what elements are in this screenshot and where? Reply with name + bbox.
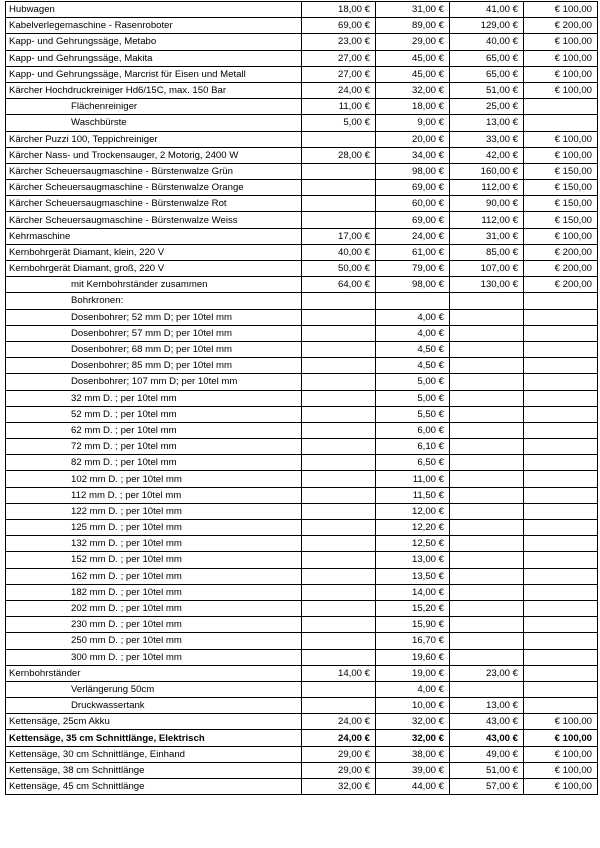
table-row xyxy=(6,406,598,422)
price-col3-cell xyxy=(450,358,524,374)
price-col2-cell: 32,00 € xyxy=(376,714,450,730)
price-col3-cell xyxy=(450,520,524,536)
item-name-cell: 132 mm D. ; per 10tel mm xyxy=(6,536,302,552)
deposit-cell: € 100,00 xyxy=(524,762,598,778)
item-name-cell: Dosenbohrer; 57 mm D; per 10tel mm xyxy=(6,325,302,341)
item-name-cell: Kettensäge, 45 cm Schnittlänge xyxy=(6,779,302,795)
item-name-cell: Kettensäge, 38 cm Schnittlänge xyxy=(6,762,302,778)
deposit-cell xyxy=(524,358,598,374)
deposit-cell xyxy=(524,390,598,406)
item-name-cell: 82 mm D. ; per 10tel mm xyxy=(6,455,302,471)
item-name-cell: 202 mm D. ; per 10tel mm xyxy=(6,600,302,616)
price-col2-cell: 4,00 € xyxy=(376,325,450,341)
table-row xyxy=(6,520,598,536)
price-col2-cell: 19,00 € xyxy=(376,665,450,681)
price-col1-cell: 17,00 € xyxy=(302,228,376,244)
price-col1-cell: 11,00 € xyxy=(302,99,376,115)
table-row xyxy=(6,779,598,795)
item-name-cell: 62 mm D. ; per 10tel mm xyxy=(6,422,302,438)
price-col2-cell: 79,00 € xyxy=(376,261,450,277)
price-col3-cell: 40,00 € xyxy=(450,34,524,50)
table-row xyxy=(6,293,598,309)
price-col1-cell: 5,00 € xyxy=(302,115,376,131)
deposit-cell xyxy=(524,536,598,552)
table-row xyxy=(6,681,598,697)
price-col3-cell xyxy=(450,649,524,665)
price-col2-cell xyxy=(376,293,450,309)
table-row xyxy=(6,600,598,616)
price-col2-cell: 5,00 € xyxy=(376,374,450,390)
table-row xyxy=(6,325,598,341)
deposit-cell xyxy=(524,293,598,309)
price-col1-cell xyxy=(302,487,376,503)
item-name-cell: Flächenreiniger xyxy=(6,99,302,115)
price-col3-cell: 112,00 € xyxy=(450,212,524,228)
table-row xyxy=(6,471,598,487)
item-name-cell: Kärcher Nass- und Trockensauger, 2 Motorig, 2400 W xyxy=(6,147,302,163)
price-col1-cell xyxy=(302,681,376,697)
price-col3-cell xyxy=(450,374,524,390)
deposit-cell: € 150,00 xyxy=(524,196,598,212)
price-col1-cell xyxy=(302,390,376,406)
table-row xyxy=(6,665,598,681)
price-col2-cell: 5,50 € xyxy=(376,406,450,422)
price-col1-cell: 23,00 € xyxy=(302,34,376,50)
price-col1-cell xyxy=(302,649,376,665)
deposit-cell: € 200,00 xyxy=(524,18,598,34)
item-name-cell: Kärcher Scheuersaugmaschine - Bürstenwalze Grün xyxy=(6,163,302,179)
price-col1-cell xyxy=(302,341,376,357)
deposit-cell: € 100,00 xyxy=(524,131,598,147)
item-name-cell: 102 mm D. ; per 10tel mm xyxy=(6,471,302,487)
price-col1-cell xyxy=(302,536,376,552)
table-row xyxy=(6,730,598,746)
price-col3-cell: 130,00 € xyxy=(450,277,524,293)
price-col3-cell: 43,00 € xyxy=(450,714,524,730)
price-col1-cell xyxy=(302,568,376,584)
price-col3-cell xyxy=(450,341,524,357)
deposit-cell: € 100,00 xyxy=(524,714,598,730)
item-name-cell: Kettensäge, 25cm Akku xyxy=(6,714,302,730)
price-col2-cell: 20,00 € xyxy=(376,131,450,147)
deposit-cell: € 200,00 xyxy=(524,261,598,277)
deposit-cell: € 200,00 xyxy=(524,244,598,260)
table-row xyxy=(6,503,598,519)
price-col2-cell: 98,00 € xyxy=(376,163,450,179)
table-row xyxy=(6,649,598,665)
price-col2-cell: 6,10 € xyxy=(376,439,450,455)
price-col1-cell xyxy=(302,520,376,536)
price-col3-cell xyxy=(450,293,524,309)
table-row xyxy=(6,746,598,762)
price-table-body xyxy=(6,2,598,795)
table-row xyxy=(6,422,598,438)
item-name-cell: Kärcher Hochdruckreiniger Hd6/15C, max. 150 Bar xyxy=(6,82,302,98)
price-col2-cell: 98,00 € xyxy=(376,277,450,293)
table-row xyxy=(6,50,598,66)
item-name-cell: 32 mm D. ; per 10tel mm xyxy=(6,390,302,406)
price-col1-cell xyxy=(302,600,376,616)
price-col3-cell: 41,00 € xyxy=(450,2,524,18)
price-col1-cell xyxy=(302,374,376,390)
price-col1-cell: 50,00 € xyxy=(302,261,376,277)
table-row xyxy=(6,196,598,212)
deposit-cell: € 100,00 xyxy=(524,50,598,66)
price-col3-cell: 65,00 € xyxy=(450,66,524,82)
price-col3-cell: 90,00 € xyxy=(450,196,524,212)
price-col3-cell: 33,00 € xyxy=(450,131,524,147)
item-name-cell: Kernbohrgerät Diamant, klein, 220 V xyxy=(6,244,302,260)
table-row xyxy=(6,617,598,633)
table-row xyxy=(6,487,598,503)
table-row xyxy=(6,212,598,228)
item-name-cell: Kabelverlegemaschine - Rasenroboter xyxy=(6,18,302,34)
deposit-cell xyxy=(524,520,598,536)
price-col1-cell xyxy=(302,180,376,196)
table-row xyxy=(6,244,598,260)
price-col3-cell xyxy=(450,309,524,325)
price-col3-cell xyxy=(450,439,524,455)
price-col2-cell: 69,00 € xyxy=(376,180,450,196)
table-row xyxy=(6,536,598,552)
price-col1-cell xyxy=(302,212,376,228)
price-col3-cell: 25,00 € xyxy=(450,99,524,115)
price-col2-cell: 14,00 € xyxy=(376,584,450,600)
price-col1-cell xyxy=(302,325,376,341)
price-col3-cell: 129,00 € xyxy=(450,18,524,34)
deposit-cell xyxy=(524,487,598,503)
table-row xyxy=(6,277,598,293)
item-name-cell: 300 mm D. ; per 10tel mm xyxy=(6,649,302,665)
item-name-cell: 122 mm D. ; per 10tel mm xyxy=(6,503,302,519)
item-name-cell: Hubwagen xyxy=(6,2,302,18)
price-col2-cell: 34,00 € xyxy=(376,147,450,163)
item-name-cell: Dosenbohrer; 52 mm D; per 10tel mm xyxy=(6,309,302,325)
table-row xyxy=(6,390,598,406)
price-col3-cell: 57,00 € xyxy=(450,779,524,795)
price-col3-cell: 49,00 € xyxy=(450,746,524,762)
item-name-cell: 52 mm D. ; per 10tel mm xyxy=(6,406,302,422)
table-row xyxy=(6,455,598,471)
deposit-cell xyxy=(524,649,598,665)
table-row xyxy=(6,439,598,455)
deposit-cell: € 200,00 xyxy=(524,277,598,293)
price-col2-cell: 32,00 € xyxy=(376,730,450,746)
price-col1-cell xyxy=(302,503,376,519)
price-col2-cell: 45,00 € xyxy=(376,66,450,82)
price-col1-cell: 27,00 € xyxy=(302,66,376,82)
price-col3-cell xyxy=(450,600,524,616)
price-col2-cell: 15,90 € xyxy=(376,617,450,633)
table-row xyxy=(6,633,598,649)
deposit-cell xyxy=(524,374,598,390)
price-col3-cell xyxy=(450,471,524,487)
price-col1-cell xyxy=(302,584,376,600)
item-name-cell: 112 mm D. ; per 10tel mm xyxy=(6,487,302,503)
table-row xyxy=(6,18,598,34)
price-col3-cell xyxy=(450,617,524,633)
item-name-cell: Dosenbohrer; 107 mm D; per 10tel mm xyxy=(6,374,302,390)
deposit-cell xyxy=(524,471,598,487)
price-col1-cell xyxy=(302,309,376,325)
price-col1-cell: 27,00 € xyxy=(302,50,376,66)
price-col3-cell: 13,00 € xyxy=(450,698,524,714)
deposit-cell: € 100,00 xyxy=(524,147,598,163)
price-col2-cell: 12,00 € xyxy=(376,503,450,519)
item-name-cell: 162 mm D. ; per 10tel mm xyxy=(6,568,302,584)
deposit-cell: € 100,00 xyxy=(524,228,598,244)
item-name-cell: Kapp- und Gehrungssäge, Marcrist für Eisen und Metall xyxy=(6,66,302,82)
item-name-cell: Bohrkronen: xyxy=(6,293,302,309)
deposit-cell xyxy=(524,99,598,115)
table-row xyxy=(6,568,598,584)
deposit-cell: € 100,00 xyxy=(524,2,598,18)
deposit-cell: € 100,00 xyxy=(524,779,598,795)
item-name-cell: 72 mm D. ; per 10tel mm xyxy=(6,439,302,455)
price-col2-cell: 9,00 € xyxy=(376,115,450,131)
table-row xyxy=(6,34,598,50)
price-col1-cell xyxy=(302,422,376,438)
item-name-cell: Kärcher Scheuersaugmaschine - Bürstenwalze Weiss xyxy=(6,212,302,228)
price-col2-cell: 12,20 € xyxy=(376,520,450,536)
price-col3-cell: 51,00 € xyxy=(450,762,524,778)
table-row xyxy=(6,698,598,714)
price-col1-cell: 69,00 € xyxy=(302,18,376,34)
price-col1-cell xyxy=(302,196,376,212)
table-row xyxy=(6,82,598,98)
table-row xyxy=(6,552,598,568)
deposit-cell xyxy=(524,600,598,616)
table-row xyxy=(6,2,598,18)
deposit-cell xyxy=(524,617,598,633)
item-name-cell: Kettensäge, 35 cm Schnittlänge, Elektrisch xyxy=(6,730,302,746)
deposit-cell: € 100,00 xyxy=(524,66,598,82)
table-row xyxy=(6,358,598,374)
price-col3-cell: 160,00 € xyxy=(450,163,524,179)
deposit-cell xyxy=(524,552,598,568)
price-col2-cell: 11,50 € xyxy=(376,487,450,503)
item-name-cell: Kapp- und Gehrungssäge, Metabo xyxy=(6,34,302,50)
deposit-cell xyxy=(524,309,598,325)
price-col1-cell: 24,00 € xyxy=(302,82,376,98)
price-col2-cell: 38,00 € xyxy=(376,746,450,762)
price-col1-cell xyxy=(302,293,376,309)
price-col2-cell: 6,50 € xyxy=(376,455,450,471)
table-row xyxy=(6,714,598,730)
price-col1-cell: 29,00 € xyxy=(302,746,376,762)
deposit-cell xyxy=(524,455,598,471)
price-col3-cell: 31,00 € xyxy=(450,228,524,244)
price-col2-cell: 18,00 € xyxy=(376,99,450,115)
table-row xyxy=(6,147,598,163)
price-col2-cell: 13,00 € xyxy=(376,552,450,568)
price-col3-cell xyxy=(450,422,524,438)
item-name-cell: Kapp- und Gehrungssäge, Makita xyxy=(6,50,302,66)
price-col3-cell xyxy=(450,406,524,422)
price-col3-cell xyxy=(450,503,524,519)
deposit-cell xyxy=(524,406,598,422)
deposit-cell xyxy=(524,439,598,455)
price-col1-cell xyxy=(302,471,376,487)
deposit-cell: € 100,00 xyxy=(524,34,598,50)
price-col3-cell xyxy=(450,325,524,341)
price-col2-cell: 4,00 € xyxy=(376,309,450,325)
price-col1-cell xyxy=(302,358,376,374)
deposit-cell xyxy=(524,665,598,681)
price-col1-cell: 32,00 € xyxy=(302,779,376,795)
table-row xyxy=(6,309,598,325)
price-col2-cell: 4,50 € xyxy=(376,358,450,374)
price-col2-cell: 4,00 € xyxy=(376,681,450,697)
price-col3-cell xyxy=(450,536,524,552)
table-row xyxy=(6,115,598,131)
price-col3-cell xyxy=(450,633,524,649)
price-col3-cell: 51,00 € xyxy=(450,82,524,98)
price-col3-cell xyxy=(450,455,524,471)
deposit-cell xyxy=(524,422,598,438)
item-name-cell: Waschbürste xyxy=(6,115,302,131)
price-col2-cell: 4,50 € xyxy=(376,341,450,357)
item-name-cell: Kernbohrständer xyxy=(6,665,302,681)
table-row xyxy=(6,261,598,277)
price-col3-cell: 112,00 € xyxy=(450,180,524,196)
deposit-cell xyxy=(524,681,598,697)
price-col2-cell: 10,00 € xyxy=(376,698,450,714)
price-col3-cell: 13,00 € xyxy=(450,115,524,131)
deposit-cell xyxy=(524,341,598,357)
price-col2-cell: 29,00 € xyxy=(376,34,450,50)
table-row xyxy=(6,374,598,390)
price-col3-cell: 65,00 € xyxy=(450,50,524,66)
price-col2-cell: 31,00 € xyxy=(376,2,450,18)
deposit-cell: € 100,00 xyxy=(524,82,598,98)
price-col3-cell: 85,00 € xyxy=(450,244,524,260)
item-name-cell: Verlängerung 50cm xyxy=(6,681,302,697)
price-col1-cell: 64,00 € xyxy=(302,277,376,293)
price-col3-cell xyxy=(450,390,524,406)
price-col1-cell xyxy=(302,455,376,471)
price-col2-cell: 5,00 € xyxy=(376,390,450,406)
price-col2-cell: 16,70 € xyxy=(376,633,450,649)
item-name-cell: mit Kernbohrständer zusammen xyxy=(6,277,302,293)
price-col2-cell: 15,20 € xyxy=(376,600,450,616)
table-row xyxy=(6,99,598,115)
price-col2-cell: 6,00 € xyxy=(376,422,450,438)
price-col2-cell: 69,00 € xyxy=(376,212,450,228)
price-col3-cell xyxy=(450,552,524,568)
price-col3-cell: 42,00 € xyxy=(450,147,524,163)
price-col1-cell xyxy=(302,163,376,179)
deposit-cell: € 100,00 xyxy=(524,746,598,762)
item-name-cell: 182 mm D. ; per 10tel mm xyxy=(6,584,302,600)
deposit-cell xyxy=(524,115,598,131)
item-name-cell: 125 mm D. ; per 10tel mm xyxy=(6,520,302,536)
table-row xyxy=(6,762,598,778)
deposit-cell xyxy=(524,568,598,584)
price-col2-cell: 13,50 € xyxy=(376,568,450,584)
table-row xyxy=(6,66,598,82)
item-name-cell: Kettensäge, 30 cm Schnittlänge, Einhand xyxy=(6,746,302,762)
deposit-cell: € 100,00 xyxy=(524,730,598,746)
price-col2-cell: 44,00 € xyxy=(376,779,450,795)
table-row xyxy=(6,341,598,357)
price-table xyxy=(5,1,598,795)
price-col2-cell: 61,00 € xyxy=(376,244,450,260)
price-col3-cell: 23,00 € xyxy=(450,665,524,681)
table-row xyxy=(6,180,598,196)
price-table-sheet xyxy=(5,1,597,795)
table-row xyxy=(6,228,598,244)
price-col3-cell xyxy=(450,584,524,600)
price-col2-cell: 12,50 € xyxy=(376,536,450,552)
price-col2-cell: 19,60 € xyxy=(376,649,450,665)
price-col2-cell: 89,00 € xyxy=(376,18,450,34)
price-col1-cell: 24,00 € xyxy=(302,730,376,746)
deposit-cell xyxy=(524,503,598,519)
price-col1-cell xyxy=(302,131,376,147)
item-name-cell: Kernbohrgerät Diamant, groß, 220 V xyxy=(6,261,302,277)
deposit-cell: € 150,00 xyxy=(524,180,598,196)
price-col1-cell: 24,00 € xyxy=(302,714,376,730)
price-col1-cell xyxy=(302,439,376,455)
item-name-cell: Dosenbohrer; 85 mm D; per 10tel mm xyxy=(6,358,302,374)
item-name-cell: Kärcher Scheuersaugmaschine - Bürstenwalze Orange xyxy=(6,180,302,196)
table-row xyxy=(6,163,598,179)
price-col2-cell: 60,00 € xyxy=(376,196,450,212)
deposit-cell xyxy=(524,325,598,341)
price-col2-cell: 11,00 € xyxy=(376,471,450,487)
price-col3-cell: 43,00 € xyxy=(450,730,524,746)
item-name-cell: 230 mm D. ; per 10tel mm xyxy=(6,617,302,633)
price-col1-cell xyxy=(302,633,376,649)
price-col1-cell: 18,00 € xyxy=(302,2,376,18)
price-col2-cell: 32,00 € xyxy=(376,82,450,98)
table-row xyxy=(6,584,598,600)
price-col3-cell: 107,00 € xyxy=(450,261,524,277)
item-name-cell: Dosenbohrer; 68 mm D; per 10tel mm xyxy=(6,341,302,357)
price-col1-cell: 40,00 € xyxy=(302,244,376,260)
price-col1-cell: 29,00 € xyxy=(302,762,376,778)
price-col2-cell: 24,00 € xyxy=(376,228,450,244)
deposit-cell: € 150,00 xyxy=(524,212,598,228)
item-name-cell: 250 mm D. ; per 10tel mm xyxy=(6,633,302,649)
price-col1-cell xyxy=(302,552,376,568)
price-col3-cell xyxy=(450,487,524,503)
price-col2-cell: 39,00 € xyxy=(376,762,450,778)
item-name-cell: Kärcher Scheuersaugmaschine - Bürstenwalze Rot xyxy=(6,196,302,212)
price-col1-cell: 14,00 € xyxy=(302,665,376,681)
price-col3-cell xyxy=(450,568,524,584)
price-col3-cell xyxy=(450,681,524,697)
item-name-cell: Druckwassertank xyxy=(6,698,302,714)
price-col1-cell xyxy=(302,406,376,422)
price-col1-cell: 28,00 € xyxy=(302,147,376,163)
price-col1-cell xyxy=(302,698,376,714)
table-row xyxy=(6,131,598,147)
item-name-cell: Kehrmaschine xyxy=(6,228,302,244)
item-name-cell: Kärcher Puzzi 100, Teppichreiniger xyxy=(6,131,302,147)
item-name-cell: 152 mm D. ; per 10tel mm xyxy=(6,552,302,568)
deposit-cell xyxy=(524,698,598,714)
deposit-cell xyxy=(524,633,598,649)
price-col2-cell: 45,00 € xyxy=(376,50,450,66)
deposit-cell xyxy=(524,584,598,600)
deposit-cell: € 150,00 xyxy=(524,163,598,179)
price-col1-cell xyxy=(302,617,376,633)
